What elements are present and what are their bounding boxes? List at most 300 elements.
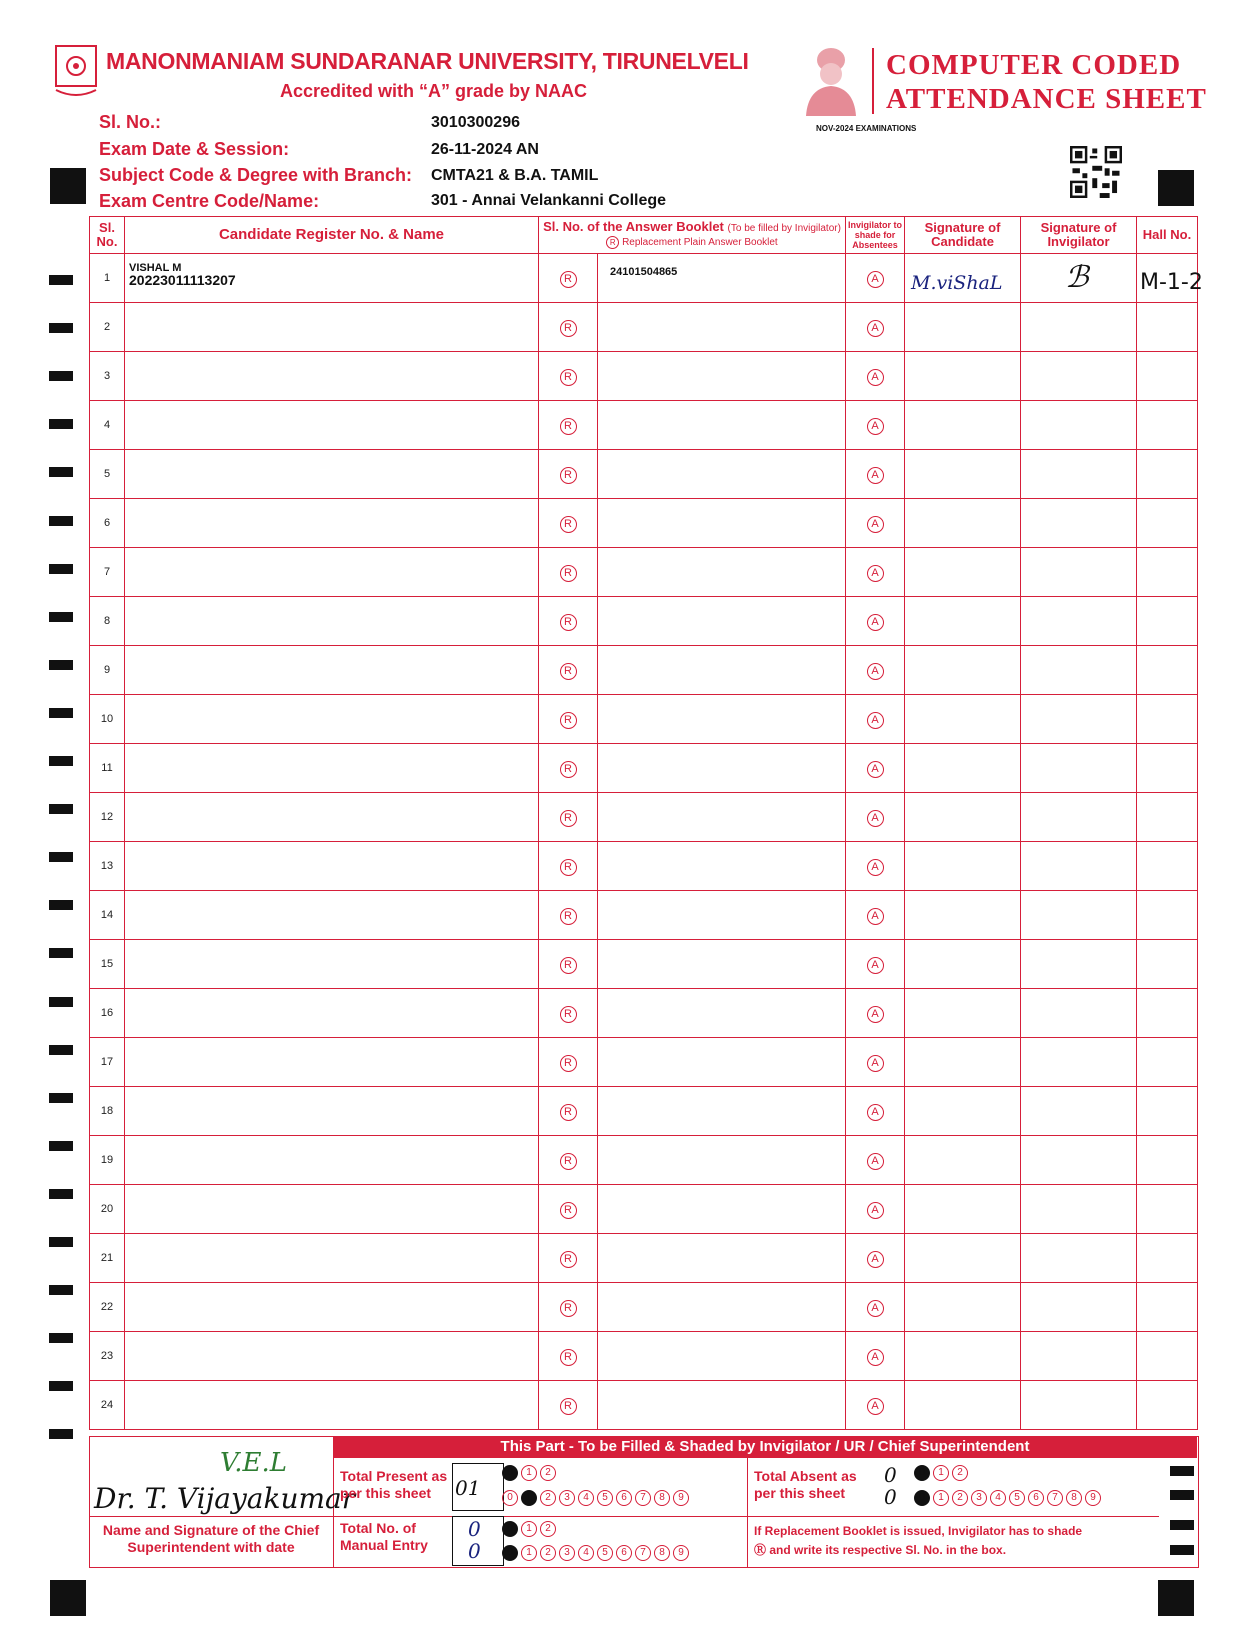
digit-bubble[interactable]: 6 <box>1028 1490 1044 1506</box>
exam-date-label: Exam Date & Session: <box>99 139 290 159</box>
candidate-cell <box>125 1087 539 1136</box>
timing-mark <box>49 612 73 622</box>
replacement-bubble[interactable]: R <box>560 418 577 435</box>
table-row <box>90 1381 1198 1430</box>
row-sl-no: 14 <box>90 891 125 940</box>
present-tens-bubbles <box>502 1462 559 1481</box>
timing-mark <box>49 516 73 526</box>
digit-bubble[interactable]: 0 <box>914 1490 930 1506</box>
university-logo <box>52 44 100 100</box>
replacement-note: If Replacement Booklet is issued, Invigilator has to shade Ⓡ and write its respective Sl. No. in the box. <box>754 1524 1083 1557</box>
replacement-bubble[interactable]: R <box>560 1251 577 1268</box>
invigilator-signature-cell <box>1021 1038 1137 1087</box>
replacement-bubble[interactable]: R <box>560 1104 577 1121</box>
hall-cell <box>1137 401 1198 450</box>
candidate-signature: M.viShaL <box>911 272 1003 294</box>
replacement-bubble[interactable]: R <box>560 1349 577 1366</box>
booklet-cell[interactable] <box>598 744 846 793</box>
absent-bubble[interactable]: A <box>867 1104 884 1121</box>
candidate-cell <box>125 891 539 940</box>
candidate-cell <box>125 646 539 695</box>
timing-mark <box>49 1333 73 1343</box>
replacement-bubble[interactable]: R <box>560 1202 577 1219</box>
booklet-header-note: (To be filled by Invigilator) <box>727 223 841 234</box>
candidate-cell <box>125 597 539 646</box>
replacement-bubble[interactable]: R <box>560 1300 577 1317</box>
total-present-label: Total Present as per this sheet <box>340 1468 448 1501</box>
timing-mark <box>49 804 73 814</box>
candidate-signature-cell <box>905 254 1021 303</box>
invigilator-signature-cell <box>1021 352 1137 401</box>
table-row <box>90 793 1198 842</box>
digit-bubble[interactable]: 7 <box>635 1545 651 1561</box>
candidate-signature-cell <box>905 1087 1021 1136</box>
hall-cell <box>1137 842 1198 891</box>
invigilator-signature-cell <box>1021 1136 1137 1185</box>
absent-cell <box>846 401 905 450</box>
absent-bubble[interactable]: A <box>867 1006 884 1023</box>
invigilator-signature-cell <box>1021 1234 1137 1283</box>
candidate-signature-cell <box>905 1234 1021 1283</box>
table-row <box>90 1283 1198 1332</box>
centre-label: Exam Centre Code/Name: <box>99 191 320 211</box>
booklet-cell[interactable] <box>598 695 846 744</box>
hall-cell <box>1137 1038 1198 1087</box>
replacement-cell <box>539 940 598 989</box>
digit-bubble[interactable]: 1 <box>521 1490 537 1506</box>
sl-no-value: 3010300296 <box>431 114 520 131</box>
row-sl-no: 10 <box>90 695 125 744</box>
replacement-bubble[interactable]: R <box>560 1055 577 1072</box>
digit-bubble[interactable]: 4 <box>578 1545 594 1561</box>
replacement-bubble[interactable]: R <box>560 369 577 386</box>
candidate-info <box>129 262 236 286</box>
booklet-cell[interactable] <box>598 842 846 891</box>
table-row <box>90 1038 1198 1087</box>
replacement-bubble[interactable]: R <box>560 761 577 778</box>
absent-cell <box>846 744 905 793</box>
hall-cell <box>1137 1185 1198 1234</box>
replacement-cell <box>539 254 598 303</box>
candidate-signature-cell <box>905 695 1021 744</box>
row-sl-no: 16 <box>90 989 125 1038</box>
row-sl-no: 5 <box>90 450 125 499</box>
replacement-cell <box>539 450 598 499</box>
digit-bubble[interactable]: 1 <box>521 1545 537 1561</box>
hall-cell <box>1137 1381 1198 1430</box>
digit-bubble[interactable]: 8 <box>654 1490 670 1506</box>
booklet-cell[interactable] <box>598 1185 846 1234</box>
absent-bubble[interactable]: A <box>867 810 884 827</box>
accreditation: Accredited with “A” grade by NAAC <box>280 81 588 101</box>
manual-tens-bubbles <box>502 1518 559 1537</box>
replacement-bubble[interactable]: R <box>560 1398 577 1415</box>
digit-bubble[interactable]: 1 <box>933 1490 949 1506</box>
invigilator-signature-cell <box>1021 303 1137 352</box>
replacement-cell <box>539 597 598 646</box>
exam-series: NOV-2024 EXAMINATIONS <box>816 124 917 133</box>
absent-bubble[interactable]: A <box>867 369 884 386</box>
hall-number: M-1-2 <box>1140 270 1203 295</box>
candidate-signature-cell <box>905 1185 1021 1234</box>
absent-bubble[interactable]: A <box>867 516 884 533</box>
digit-bubble[interactable]: 2 <box>540 1521 556 1537</box>
absent-bubble[interactable]: A <box>867 614 884 631</box>
row-sl-no: 18 <box>90 1087 125 1136</box>
timing-mark <box>49 1189 73 1199</box>
booklet-cell[interactable] <box>598 1381 846 1430</box>
col-candidate: Candidate Register No. & Name <box>125 217 539 254</box>
absent-bubble[interactable]: A <box>867 712 884 729</box>
replacement-cell <box>539 695 598 744</box>
replacement-bubble[interactable]: R <box>560 1006 577 1023</box>
digit-bubble[interactable]: 8 <box>1066 1490 1082 1506</box>
absent-cell <box>846 499 905 548</box>
replacement-cell <box>539 989 598 1038</box>
timing-mark <box>49 1381 73 1391</box>
invigilator-signature-cell <box>1021 401 1137 450</box>
absent-bubble[interactable]: A <box>867 418 884 435</box>
digit-bubble[interactable]: 3 <box>971 1490 987 1506</box>
absent-cell <box>846 303 905 352</box>
hall-cell <box>1137 940 1198 989</box>
booklet-cell[interactable] <box>598 1283 846 1332</box>
digit-bubble[interactable]: 9 <box>1085 1490 1101 1506</box>
sheet-title-line1: COMPUTER CODED <box>886 49 1182 81</box>
row-sl-no: 9 <box>90 646 125 695</box>
candidate-signature-cell <box>905 989 1021 1038</box>
replacement-bubble[interactable]: R <box>560 614 577 631</box>
total-absent-ones: 0 <box>884 1485 897 1509</box>
hall-cell <box>1137 891 1198 940</box>
manual-entry-value <box>468 1518 481 1562</box>
table-row <box>90 989 1198 1038</box>
digit-bubble[interactable]: 1 <box>521 1521 537 1537</box>
booklet-number: 24101504865 <box>610 266 678 278</box>
chief-initials: V.E.L <box>220 1448 288 1478</box>
timing-mark <box>49 660 73 670</box>
candidate-signature-cell <box>905 646 1021 695</box>
timing-mark <box>49 948 73 958</box>
digit-bubble[interactable]: 6 <box>616 1490 632 1506</box>
row-sl-no: 7 <box>90 548 125 597</box>
timing-mark <box>49 564 73 574</box>
absent-bubble[interactable]: A <box>867 957 884 974</box>
booklet-cell[interactable] <box>598 499 846 548</box>
timing-mark <box>49 997 73 1007</box>
candidate-signature-cell <box>905 303 1021 352</box>
absent-cell <box>846 989 905 1038</box>
summary-hline-right <box>747 1516 1159 1517</box>
candidate-cell <box>125 1381 539 1430</box>
booklet-cell[interactable] <box>598 940 846 989</box>
candidate-signature-cell <box>905 1381 1021 1430</box>
invigilator-signature-cell <box>1021 891 1137 940</box>
digit-bubble[interactable]: 0 <box>914 1465 930 1481</box>
hall-cell <box>1137 646 1198 695</box>
candidate-cell <box>125 401 539 450</box>
candidate-signature-cell <box>905 793 1021 842</box>
booklet-cell[interactable] <box>598 450 846 499</box>
candidate-signature-cell <box>905 352 1021 401</box>
candidate-cell <box>125 254 539 303</box>
booklet-cell[interactable] <box>598 1038 846 1087</box>
digit-bubble[interactable]: 2 <box>952 1490 968 1506</box>
absent-bubble[interactable]: A <box>867 467 884 484</box>
digit-bubble[interactable]: 2 <box>540 1490 556 1506</box>
replacement-cell <box>539 891 598 940</box>
invigilator-signature-cell <box>1021 1283 1137 1332</box>
replacement-bubble[interactable]: R <box>560 1153 577 1170</box>
candidate-cell <box>125 1185 539 1234</box>
table-row <box>90 744 1198 793</box>
booklet-cell[interactable] <box>598 1087 846 1136</box>
hall-cell <box>1137 352 1198 401</box>
candidate-signature-cell <box>905 1332 1021 1381</box>
invigilator-signature-cell <box>1021 597 1137 646</box>
replacement-bubble[interactable]: R <box>560 516 577 533</box>
replacement-bubble[interactable]: R <box>560 908 577 925</box>
timing-mark <box>49 708 73 718</box>
booklet-cell[interactable] <box>598 989 846 1038</box>
absent-bubble[interactable]: A <box>867 761 884 778</box>
booklet-cell[interactable] <box>598 646 846 695</box>
replacement-bubble[interactable]: R <box>560 467 577 484</box>
absent-cell <box>846 597 905 646</box>
replacement-cell <box>539 499 598 548</box>
digit-bubble[interactable]: 7 <box>635 1490 651 1506</box>
total-absent-label: Total Absent as per this sheet <box>754 1468 857 1501</box>
manual-entry-tens: 0 <box>468 1517 481 1541</box>
absent-bubble[interactable]: A <box>867 1300 884 1317</box>
digit-bubble[interactable]: 3 <box>559 1545 575 1561</box>
invigilator-signature-cell <box>1021 940 1137 989</box>
digit-bubble[interactable]: 5 <box>597 1545 613 1561</box>
replacement-bubble[interactable]: R <box>560 271 577 288</box>
registration-mark-top-left <box>50 168 86 204</box>
invigilator-signature-cell <box>1021 254 1137 303</box>
absent-bubble[interactable]: A <box>867 1251 884 1268</box>
candidate-cell <box>125 989 539 1038</box>
invigilator-signature: ℬ <box>1065 260 1089 295</box>
booklet-cell[interactable] <box>598 1136 846 1185</box>
digit-bubble[interactable]: 5 <box>597 1490 613 1506</box>
candidate-signature-cell <box>905 1283 1021 1332</box>
absent-bubble[interactable]: A <box>867 1153 884 1170</box>
invigilator-signature-cell <box>1021 989 1137 1038</box>
absent-cell <box>846 940 905 989</box>
digit-bubble[interactable]: 5 <box>1009 1490 1025 1506</box>
candidate-cell <box>125 695 539 744</box>
timing-mark <box>49 1285 73 1295</box>
booklet-cell[interactable] <box>598 401 846 450</box>
candidate-signature-cell <box>905 744 1021 793</box>
digit-bubble[interactable]: 9 <box>673 1490 689 1506</box>
col-sl-no: Sl. No. <box>90 217 125 254</box>
absent-bubble[interactable]: A <box>867 565 884 582</box>
replacement-bubble[interactable]: R <box>560 810 577 827</box>
row-sl-no: 24 <box>90 1381 125 1430</box>
table-row <box>90 940 1198 989</box>
replacement-header: Replacement Plain Answer Booklet <box>622 237 778 248</box>
absent-cell <box>846 1087 905 1136</box>
booklet-cell[interactable] <box>598 891 846 940</box>
absent-cell <box>846 1234 905 1283</box>
subject-value: CMTA21 & B.A. TAMIL <box>431 167 599 184</box>
digit-bubble[interactable]: 2 <box>952 1465 968 1481</box>
row-sl-no: 13 <box>90 842 125 891</box>
digit-bubble[interactable]: 0 <box>502 1490 518 1506</box>
booklet-header-title: Sl. No. of the Answer Booklet <box>543 219 724 234</box>
replacement-cell <box>539 1136 598 1185</box>
replacement-cell <box>539 352 598 401</box>
table-row <box>90 891 1198 940</box>
absent-cell <box>846 1381 905 1430</box>
table-row <box>90 1234 1198 1283</box>
digit-bubble[interactable]: 4 <box>990 1490 1006 1506</box>
invigilator-signature-cell <box>1021 548 1137 597</box>
digit-bubble[interactable]: 7 <box>1047 1490 1063 1506</box>
present-ones-bubbles <box>502 1487 692 1506</box>
table-row <box>90 842 1198 891</box>
absent-bubble[interactable]: A <box>867 1202 884 1219</box>
absent-cell <box>846 1283 905 1332</box>
replacement-cell <box>539 646 598 695</box>
timing-mark <box>49 1045 73 1055</box>
absent-bubble[interactable]: A <box>867 663 884 680</box>
candidate-cell <box>125 1038 539 1087</box>
absent-bubble[interactable]: A <box>867 1349 884 1366</box>
digit-bubble[interactable]: 8 <box>654 1545 670 1561</box>
candidate-cell <box>125 450 539 499</box>
replacement-bubble[interactable]: R <box>560 957 577 974</box>
absent-bubble[interactable]: A <box>867 271 884 288</box>
total-absent-tens: 0 <box>884 1463 897 1487</box>
col-hall: Hall No. <box>1137 217 1198 254</box>
candidate-cell <box>125 1332 539 1381</box>
registration-mark-top-right <box>1158 170 1194 206</box>
hall-cell <box>1137 548 1198 597</box>
table-row <box>90 499 1198 548</box>
replacement-bubble[interactable]: R <box>560 663 577 680</box>
absent-cell <box>846 1185 905 1234</box>
digit-bubble[interactable]: 6 <box>616 1545 632 1561</box>
digit-bubble[interactable]: 3 <box>559 1490 575 1506</box>
replacement-cell <box>539 744 598 793</box>
replacement-cell <box>539 548 598 597</box>
digit-bubble[interactable]: 0 <box>502 1465 518 1481</box>
hall-cell <box>1137 793 1198 842</box>
timing-mark <box>49 323 73 333</box>
chief-label: Name and Signature of the Chief Superintendent with date <box>102 1522 320 1555</box>
absent-cell <box>846 254 905 303</box>
digit-bubble[interactable]: 1 <box>521 1465 537 1481</box>
absent-bubble[interactable]: A <box>867 1055 884 1072</box>
absent-cell <box>846 891 905 940</box>
absent-cell <box>846 842 905 891</box>
digit-bubble[interactable]: 2 <box>540 1545 556 1561</box>
table-row <box>90 597 1198 646</box>
replacement-cell <box>539 1185 598 1234</box>
candidate-signature-cell <box>905 940 1021 989</box>
candidate-cell <box>125 842 539 891</box>
digit-bubble[interactable]: 2 <box>540 1465 556 1481</box>
booklet-cell[interactable] <box>598 352 846 401</box>
candidate-signature-cell <box>905 450 1021 499</box>
replacement-cell <box>539 1381 598 1430</box>
digit-bubble[interactable]: 9 <box>673 1545 689 1561</box>
digit-bubble[interactable]: 1 <box>933 1465 949 1481</box>
absent-cell <box>846 1332 905 1381</box>
table-row <box>90 1185 1198 1234</box>
candidate-signature-cell <box>905 499 1021 548</box>
absent-bubble[interactable]: A <box>867 908 884 925</box>
booklet-cell[interactable] <box>598 254 846 303</box>
booklet-cell[interactable] <box>598 793 846 842</box>
timing-mark <box>49 371 73 381</box>
invigilator-signature-cell <box>1021 499 1137 548</box>
candidate-signature-cell <box>905 597 1021 646</box>
timing-mark <box>49 852 73 862</box>
absent-bubble[interactable]: A <box>867 1398 884 1415</box>
table-row <box>90 646 1198 695</box>
booklet-cell[interactable] <box>598 1332 846 1381</box>
sheet-title <box>886 48 1207 116</box>
replacement-cell <box>539 1234 598 1283</box>
invigilator-signature-cell <box>1021 450 1137 499</box>
row-sl-no: 6 <box>90 499 125 548</box>
table-row <box>90 695 1198 744</box>
candidate-signature-cell <box>905 401 1021 450</box>
hall-cell <box>1137 744 1198 793</box>
booklet-cell[interactable] <box>598 597 846 646</box>
hall-cell <box>1137 1283 1198 1332</box>
digit-bubble[interactable]: 0 <box>502 1521 518 1537</box>
timing-mark <box>49 419 73 429</box>
replacement-bubble[interactable]: R <box>560 565 577 582</box>
invigilator-signature-cell <box>1021 1087 1137 1136</box>
centre-value: 301 - Annai Velankanni College <box>431 192 667 209</box>
replacement-bubble[interactable]: R <box>560 859 577 876</box>
manual-ones-bubbles <box>502 1542 692 1561</box>
row-sl-no: 23 <box>90 1332 125 1381</box>
absent-tens-bubbles <box>914 1462 971 1481</box>
replacement-cell <box>539 1038 598 1087</box>
replacement-cell <box>539 401 598 450</box>
hall-cell <box>1137 695 1198 744</box>
candidate-name: VISHAL M <box>129 262 182 274</box>
digit-bubble[interactable]: 4 <box>578 1490 594 1506</box>
absent-bubble[interactable]: A <box>867 320 884 337</box>
col-invigilator-absent: Invigilator to shade for Absentees <box>846 217 905 254</box>
chief-signature: Dr. T. Vijayakumar <box>94 1482 356 1515</box>
table-row <box>90 1332 1198 1381</box>
row-sl-no: 15 <box>90 940 125 989</box>
col-sig-invigilator: Signature of Invigilator <box>1021 217 1137 254</box>
replacement-cell <box>539 1087 598 1136</box>
invigilator-signature-cell <box>1021 842 1137 891</box>
invigilator-signature-cell <box>1021 646 1137 695</box>
replacement-bubble[interactable]: R <box>560 712 577 729</box>
absent-bubble[interactable]: A <box>867 859 884 876</box>
attendance-table <box>89 216 1203 1430</box>
booklet-cell[interactable] <box>598 1234 846 1283</box>
table-row <box>90 450 1198 499</box>
digit-bubble[interactable]: 0 <box>502 1545 518 1561</box>
booklet-cell[interactable] <box>598 303 846 352</box>
booklet-cell[interactable] <box>598 548 846 597</box>
replacement-bubble[interactable]: R <box>560 320 577 337</box>
